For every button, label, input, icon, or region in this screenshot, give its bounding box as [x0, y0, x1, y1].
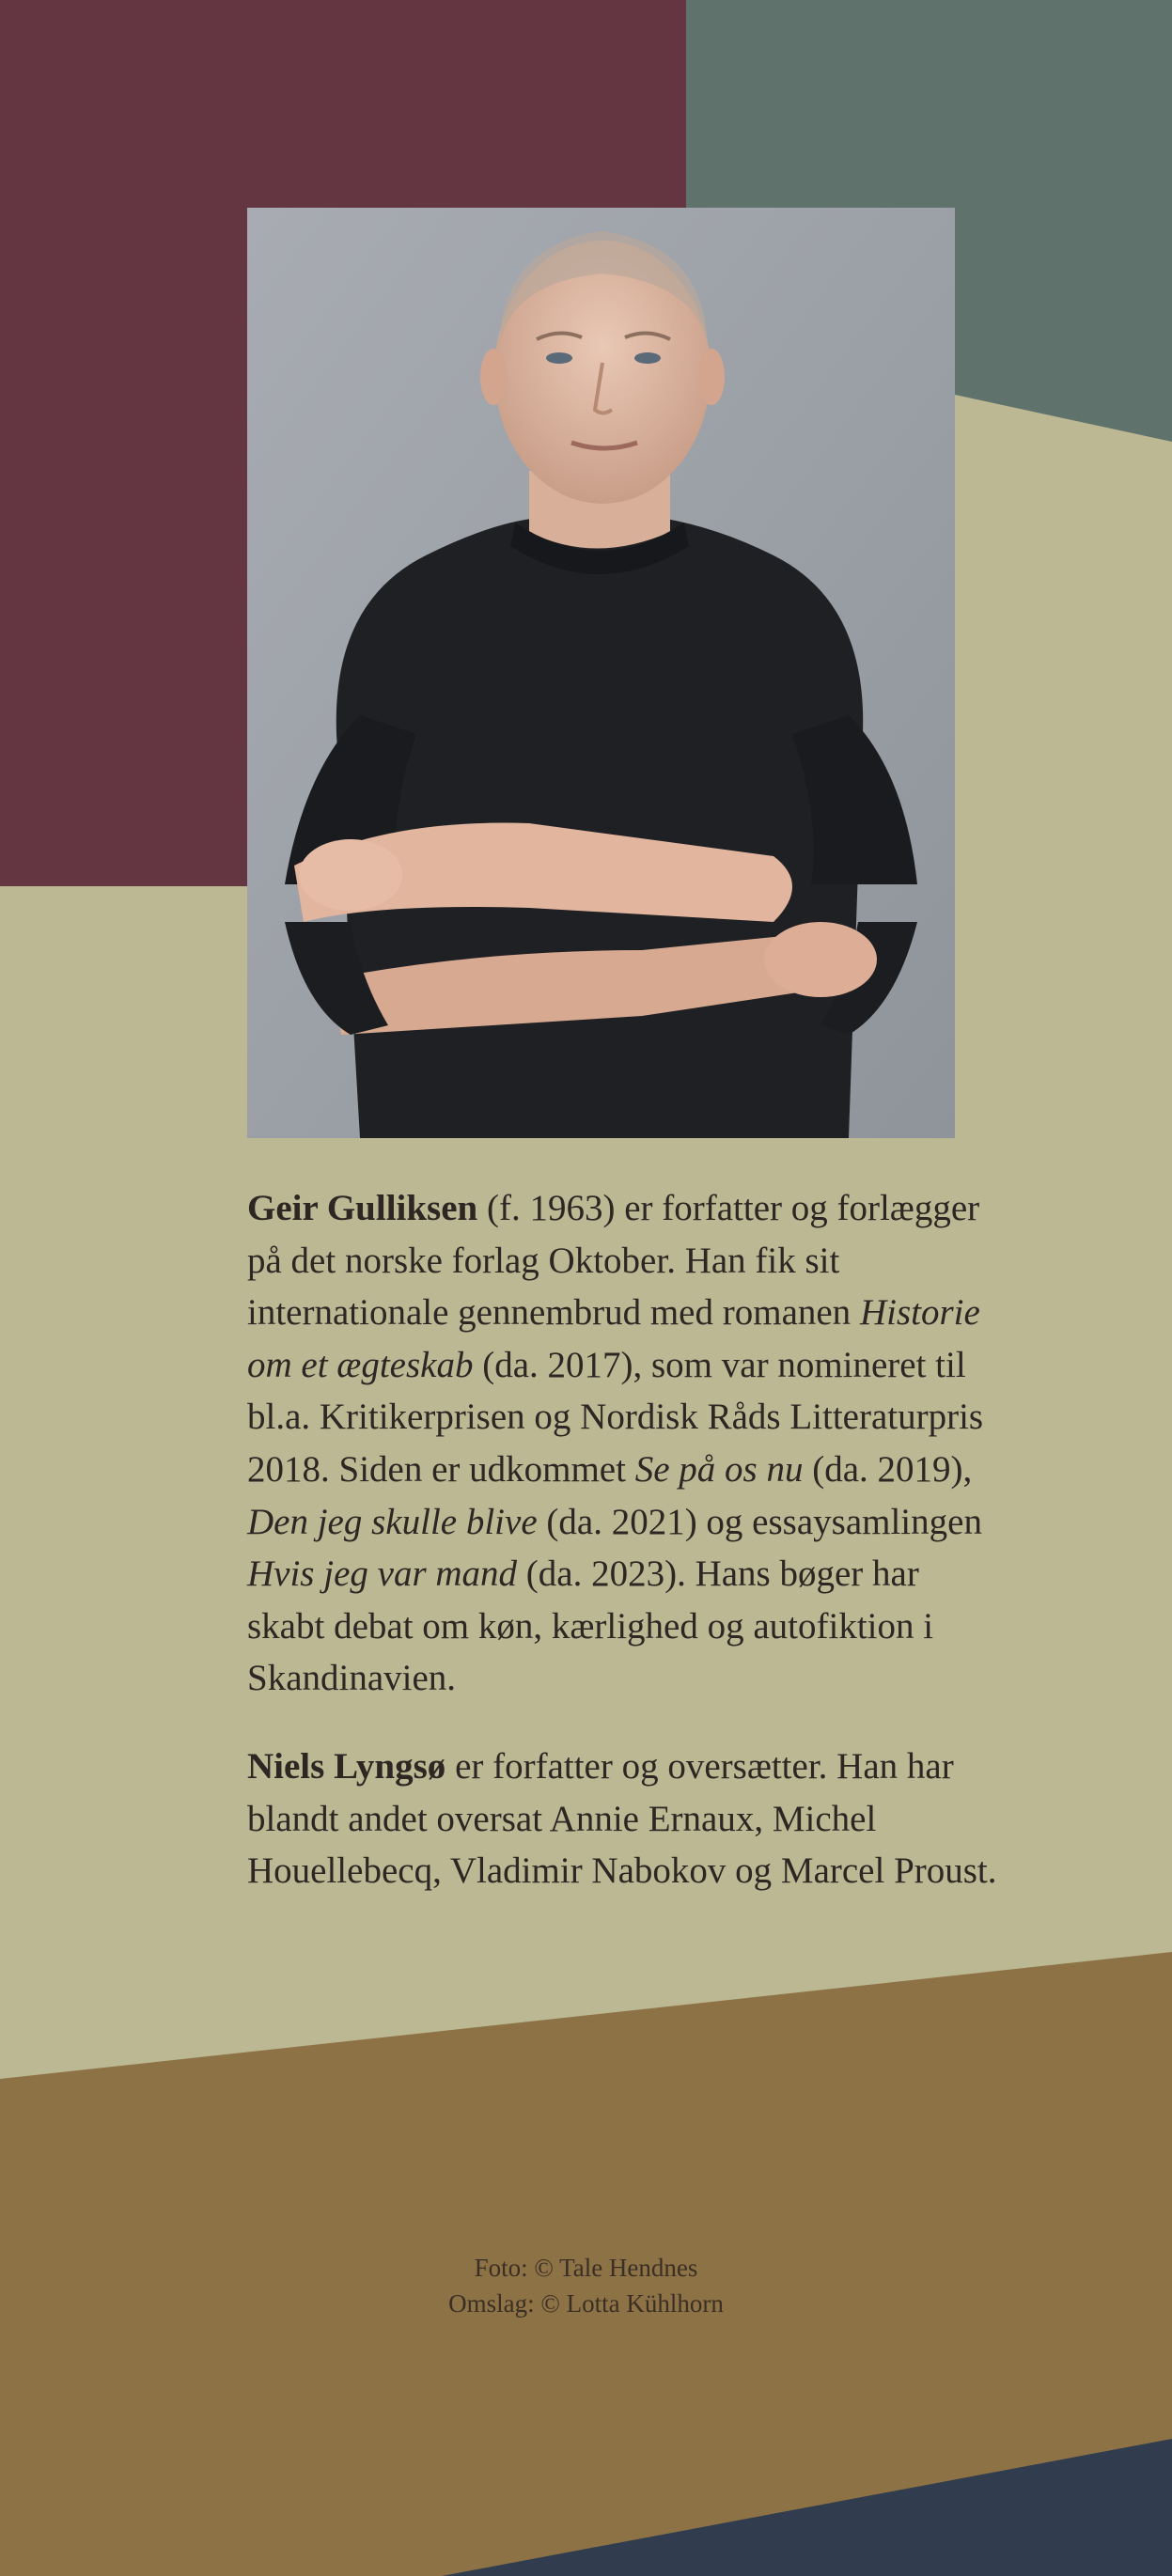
author-bio — [247, 1182, 999, 1705]
author-bio-text: (da. 2023). Hans bøger har skabt debat om køn, kærlighed og autofiktion i Skandinavien. — [247, 1553, 934, 1699]
photo-credit: Foto: © Tale Hendnes — [474, 2254, 698, 2282]
author-bio-text: (da. 2021) og essaysamlingen — [537, 1501, 982, 1542]
credits — [0, 2250, 1172, 2321]
author-bio-text: (da. 2019), — [803, 1448, 973, 1490]
book-title: Historie om et ægteskab — [247, 1292, 980, 1385]
author-bio-text: (da. 2017), som var nomineret til bl.a. Kritikerprisen og Nordisk Råds Litteraturpris 2018. Siden er udkommet — [247, 1344, 984, 1490]
translator-name: Niels Lyngsø — [247, 1746, 446, 1787]
author-name: Geir Gulliksen — [247, 1188, 478, 1228]
book-title: Se på os nu — [634, 1448, 804, 1490]
translator-bio — [247, 1741, 999, 1897]
author-photo — [247, 208, 955, 1138]
translator-bio-text: er forfatter og oversætter. Han har blandt andet oversat Annie Ernaux, Michel Houellebecq, Vladimir Nabokov og Marcel Proust. — [247, 1746, 997, 1892]
book-title: Den jeg skulle blive — [247, 1501, 538, 1542]
author-bio-text: (f. 1963) er forfatter og forlægger på det norske forlag Oktober. Han fik sit internationale gennembrud med romanen — [247, 1188, 980, 1334]
book-title: Hvis jeg var mand — [247, 1553, 518, 1595]
cover-credit: Omslag: © Lotta Kühlhorn — [448, 2289, 724, 2318]
